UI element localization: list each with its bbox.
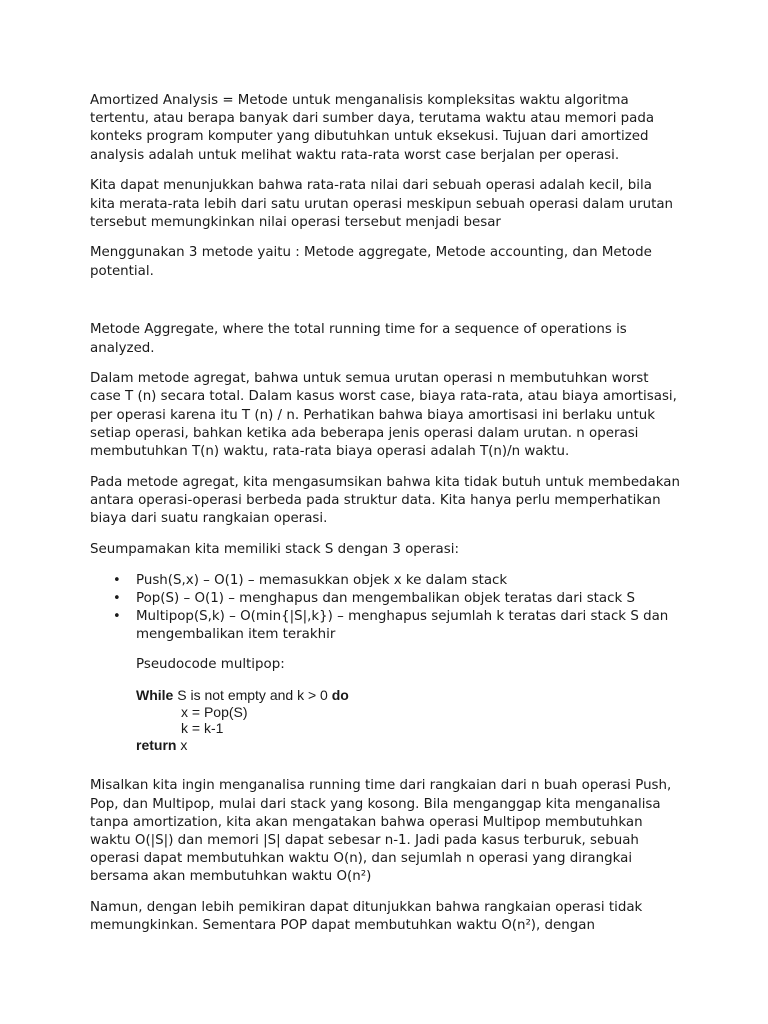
spacer	[90, 293, 680, 321]
bullet-icon: •	[113, 590, 121, 606]
list-item	[90, 590, 680, 608]
return-value: x	[176, 736, 188, 753]
pseudocode-line-pop: x = Pop(S)	[181, 703, 248, 720]
paragraph-aggregate-assumption: Pada metode agregat, kita mengasumsikan bahwa kita tidak butuh untuk membedakan antara operasi-operasi berbeda pada struktur data. Kita hanya perlu memperhatikan biaya dari suatu rangkaian operasi.	[90, 474, 680, 527]
keyword-do: do	[331, 687, 349, 704]
paragraph-aggregate-details: Dalam metode agregat, bahwa untuk semua urutan operasi n membutuhkan worst case T (n) secara total. Dalam kasus worst case, biaya rata-rata, atau biaya amortisasi, per operasi karena itu T (n) / n. Perhatikan bahwa biaya amortisasi ini berlaku untuk setiap operasi, bahkan ketika ada beberapa jenis operasi dalam urutan. n operasi membutuhkan T(n) waktu, rata-rata biaya operasi adalah T(n)/n waktu.	[90, 371, 677, 460]
paragraph-amortized-analysis: Amortized Analysis = Metode untuk menganalisis kompleksitas waktu algoritma tertentu, atau berapa banyak dari sumber daya, terutama waktu atau memori pada konteks program komputer yang dibutuhkan untuk eksekusi. Tujuan dari amortized analysis adalah untuk melihat waktu rata-rata worst case berjalan per operasi.	[90, 93, 655, 163]
bullet-icon: •	[113, 608, 121, 624]
document-page	[90, 92, 680, 948]
paragraph-aggregate-method: Metode Aggregate, where the total running time for a sequence of operations is analyzed.	[90, 322, 627, 356]
list-item	[90, 608, 680, 644]
pseudocode-line-return	[136, 737, 680, 754]
paragraph-average-operation: Kita dapat menunjukkan bahwa rata-rata nilai dari sebuah operasi adalah kecil, bila kita merata-rata lebih dari satu urutan operasi meskipun sebuah operasi dalam urutan tersebut memungkinkan nilai operasi tersebut menjadi besar	[90, 178, 674, 230]
list-item-text: Pop(S) – O(1) – menghapus dan mengembalikan objek teratas dari stack S	[136, 590, 636, 606]
paragraph-running-time-analysis: Misalkan kita ingin menganalisa running time dari rangkaian dari n buah operasi Push, Pop, dan Multipop, mulai dari stack yang kosong. Bila menganggap kita menganalisa tanpa amortization, kita akan mengatakan bahwa operasi Multipop membutuhkan waktu O(|S|) dan memori |S| dapat sebesar n-1. Jadi pada kasus terburuk, sebuah operasi dapat membutuhkan waktu O(n), dan sejumlah n operasi yang dirangkai bersama akan membutuhkan waktu O(n²)	[90, 778, 672, 885]
pseudocode-line-while	[136, 687, 680, 704]
paragraph-three-methods: Menggunakan 3 metode yaitu : Metode aggregate, Metode accounting, dan Metode potential.	[90, 245, 652, 279]
list-item-text: Multipop(S,k) – O(min{|S|,k}) – menghapus sejumlah k teratas dari stack S dan mengembalikan item terakhir	[136, 608, 669, 643]
operations-list	[90, 572, 680, 645]
keyword-return: return	[136, 736, 177, 753]
pseudocode-block	[136, 687, 680, 753]
keyword-while: While	[136, 687, 174, 704]
list-item	[90, 572, 680, 590]
bullet-icon: •	[113, 572, 121, 588]
spacer	[90, 753, 680, 777]
paragraph-stack-operations: Seumpamakan kita memiliki stack S dengan 3 operasi:	[90, 541, 459, 557]
list-item-text: Push(S,x) – O(1) – memasukkan objek x ke dalam stack	[136, 572, 508, 588]
while-condition: S is not empty and k > 0	[173, 687, 332, 704]
pseudocode-title: Pseudocode multipop:	[136, 657, 285, 673]
pseudocode-line-decrement: k = k-1	[181, 720, 224, 737]
paragraph-conclusion: Namun, dengan lebih pemikiran dapat ditunjukkan bahwa rangkaian operasi tidak memungkinkan. Sementara POP dapat membutuhkan waktu O(n²), dengan	[90, 900, 643, 934]
